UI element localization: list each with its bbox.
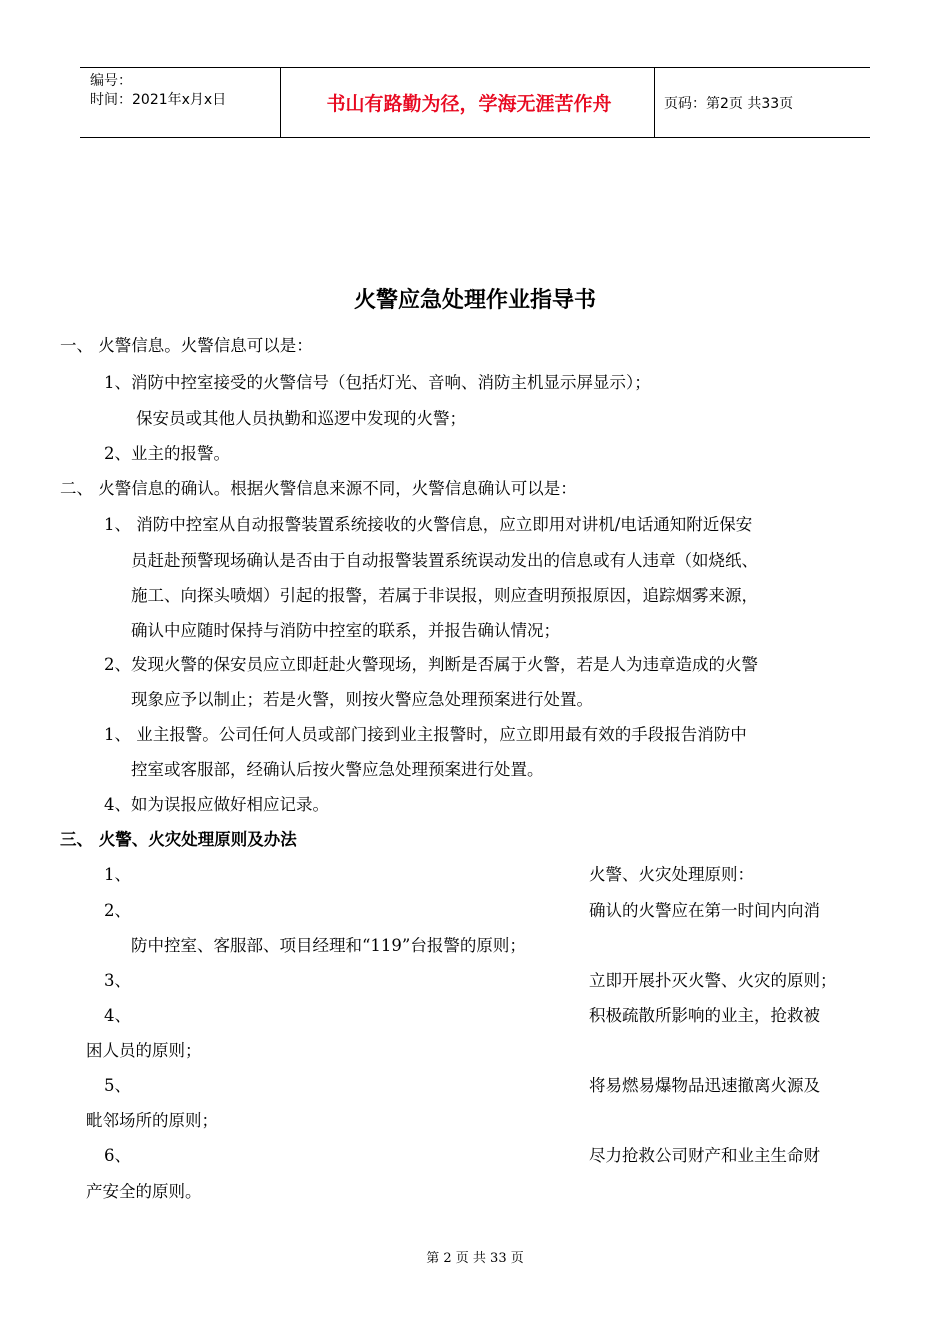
header-page-info: 页码：第2页 共33页 (664, 96, 794, 112)
principle-continuation: 毗邻场所的原则； (86, 1111, 218, 1130)
body-line: 1、消防中控室接受的火警信号（包括灯光、音响、消防主机显示屏显示）； (104, 373, 651, 392)
body-line: 现象应予以制止；若是火警，则按火警应急处理预案进行处置。 (131, 690, 593, 709)
body-line: 施工、向探头喷烟）引起的报警，若属于非误报，则应查明预报原因，追踪烟雾来源， (131, 586, 758, 605)
body-line: 4、如为误报应做好相应记录。 (104, 795, 329, 814)
body-line: 2、发现火警的保安员应立即赶赴火警现场，判断是否属于火警，若是人为违章造成的火警 (104, 655, 758, 674)
document-title: 火警应急处理作业指导书 (353, 288, 596, 313)
principle-text: 尽力抢救公司财产和业主生命财 (589, 1146, 820, 1165)
principle-continuation: 防中控室、客服部、项目经理和“119”台报警的原则； (131, 936, 526, 955)
doc-date: 时间：2021年x月x日 (90, 92, 227, 108)
principle-text: 积极疏散所影响的业主，抢救被 (589, 1006, 820, 1025)
body-line: 员赶赴预警现场确认是否由于自动报警装置系统误动发出的信息或有人违章（如烧纸、 (131, 551, 758, 570)
principle-number: 3、 (104, 971, 131, 990)
principle-text: 将易燃易爆物品迅速撤离火源及 (589, 1076, 820, 1095)
section-heading: 一、 火警信息。火警信息可以是： (60, 336, 313, 355)
body-line: 2、业主的报警。 (104, 444, 230, 463)
principle-continuation: 产安全的原则。 (86, 1182, 202, 1201)
body-line: 1、 消防中控室从自动报警装置系统接收的火警信息，应立即用对讲机/电话通知附近保安 (104, 515, 753, 534)
section-heading: 二、 火警信息的确认。根据火警信息来源不同，火警信息确认可以是： (60, 479, 577, 498)
body-line: 1、 业主报警。公司任何人员或部门接到业主报警时，应立即用最有效的手段报告消防中 (104, 725, 747, 744)
principle-text: 确认的火警应在第一时间内向消 (589, 901, 820, 920)
header-divider (280, 68, 281, 137)
body-line: 保安员或其他人员执勤和巡逻中发现的火警； (136, 409, 466, 428)
principle-text: 立即开展扑灭火警、火灾的原则； (589, 971, 837, 990)
principle-number: 1、 (104, 865, 131, 884)
principle-number: 2、 (104, 901, 131, 920)
doc-number-label: 编号： (90, 73, 132, 89)
body-line: 控室或客服部，经确认后按火警应急处理预案进行处置。 (131, 760, 544, 779)
principle-continuation: 困人员的原则； (86, 1041, 202, 1060)
principle-number: 6、 (104, 1146, 131, 1165)
header-motto: 书山有路勤为径，学海无涯苦作舟 (326, 93, 612, 115)
section-heading: 三、 火警、火灾处理原则及办法 (60, 830, 297, 849)
principle-number: 4、 (104, 1006, 131, 1025)
header-meta (90, 72, 226, 110)
page-header (80, 67, 870, 138)
page-footer: 第 2 页 共 33 页 (426, 1251, 524, 1266)
principle-number: 5、 (104, 1076, 131, 1095)
principle-text: 火警、火灾处理原则： (589, 865, 754, 884)
body-line: 确认中应随时保持与消防中控室的联系，并报告确认情况； (131, 621, 560, 640)
header-divider (654, 68, 655, 137)
